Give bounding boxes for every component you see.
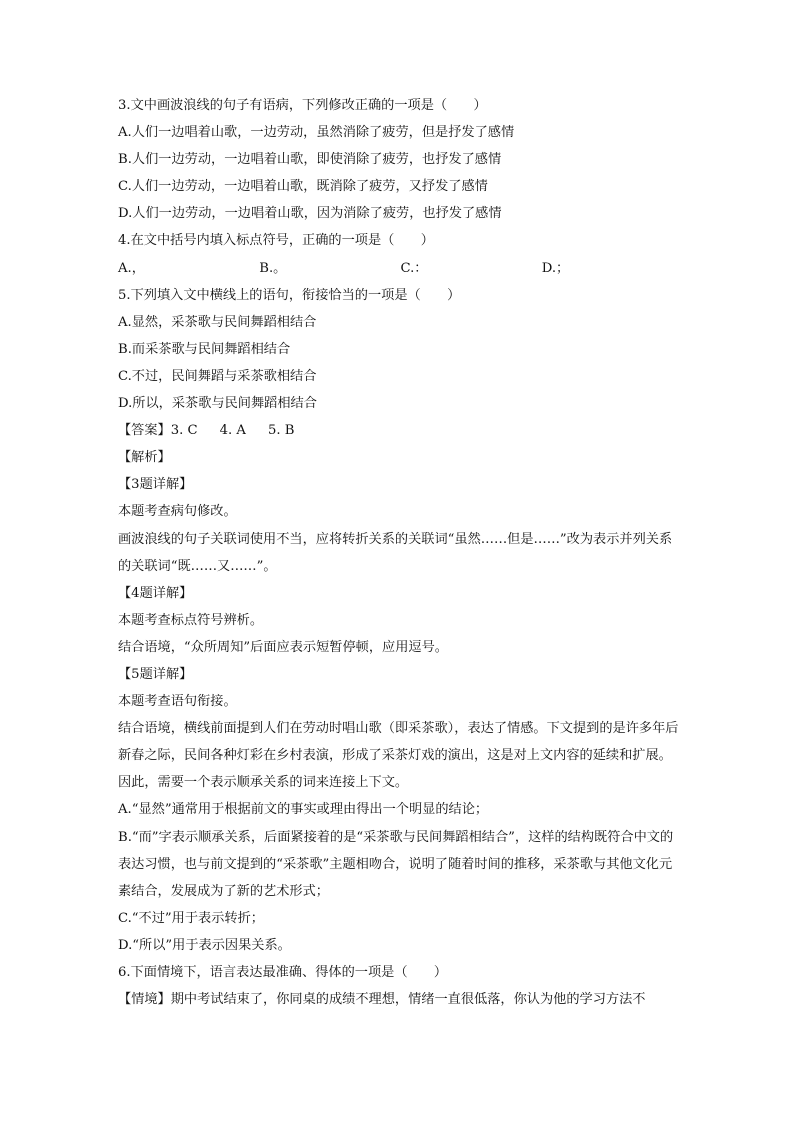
question-4-option-c: C.：	[400, 260, 428, 276]
answer-item: 5. B	[267, 423, 295, 439]
analysis-5-text: 结合语境，横线前面提到人们在劳动时唱山歌（即采茶歌），表达了情感。下文提到的是许多年后新春之际，民间各种灯彩在乡村表演，形成了采茶灯戏的演出，这是对上文内容的延续和扩展。因此，需要一个表示顺承关系的词来连接上下文。	[118, 721, 679, 791]
analysis-3-heading: 【3题详解】	[118, 477, 193, 493]
analysis-5-option-a: A.“显然”通常用于根据前文的事实或理由得出一个明显的结论；	[118, 802, 489, 818]
question-3-stem: 3.文中画波浪线的句子有语病，下列修改正确的一项是（ ）	[118, 98, 487, 113]
question-6-stem: 6.下面情境下，语言表达最准确、得体的一项是（ ）	[118, 965, 448, 980]
analysis-4-text: 本题考查标点符号辨析。	[118, 612, 264, 628]
answer-line	[118, 417, 683, 444]
question-3-option-a: A.人们一边唱着山歌，一边劳动，虽然消除了疲劳，但是抒发了感情	[118, 125, 515, 141]
question-3-option-d: D.人们一边劳动，一边唱着山歌，因为消除了疲劳，也抒发了感情	[118, 206, 502, 222]
answer-item: 3. C	[170, 423, 198, 439]
question-4-option-a: A.，	[118, 260, 145, 276]
question-5-option-a: A.显然，采茶歌与民间舞蹈相结合	[118, 314, 317, 330]
analysis-5-heading: 【5题详解】	[118, 666, 193, 682]
analysis-4-heading: 【4题详解】	[118, 585, 193, 601]
document-body	[118, 92, 683, 1013]
question-5-option-b: B.而采茶歌与民间舞蹈相结合	[118, 341, 291, 357]
question-4-option-b: B.。	[259, 260, 287, 276]
analysis-3-text: 画波浪线的句子关联词使用不当，应将转折关系的关联词“虽然……但是……”改为表示并列关系的关联词“既……又……”。	[118, 531, 673, 574]
question-3-option-c: C.人们一边劳动，一边唱着山歌，既消除了疲劳，又抒发了感情	[118, 179, 488, 195]
analysis-5-option-d: D.“所以”用于表示因果关系。	[118, 937, 291, 953]
analysis-4-text: 结合语境，“众所周知”后面应表示短暂停顿，应用逗号。	[118, 639, 448, 655]
question-5-stem: 5.下列填入文中横线上的语句，衔接恰当的一项是（ ）	[118, 287, 461, 303]
analysis-5-text: 本题考查语句衔接。	[118, 694, 237, 710]
question-3-option-b: B.人们一边劳动，一边唱着山歌，即使消除了疲劳，也抒发了感情	[118, 152, 502, 168]
analysis-5-option-b: B.“而”字表示顺承关系，后面紧接着的是“采茶歌与民间舞蹈相结合”，这样的结构既符合中文的表达习惯，也与前文提到的“采茶歌”主题相吻合，说明了随着时间的推移，采茶歌与其他文化元素结合，发展成为了新的艺术形式；	[118, 829, 674, 899]
answer-label: 【答案】	[118, 423, 171, 439]
analysis-5-option-c: C.“不过”用于表示转折；	[118, 910, 264, 926]
question-5-option-d: D.所以，采茶歌与民间舞蹈相结合	[118, 396, 317, 412]
question-4-options	[118, 255, 683, 282]
question-4-option-d: D.；	[541, 260, 570, 276]
question-5-option-c: C.不过，民间舞蹈与采茶歌相结合	[118, 368, 317, 384]
analysis-label: 【解析】	[118, 450, 171, 466]
answer-item: 4. A	[219, 423, 246, 439]
analysis-3-text: 本题考查病句修改。	[118, 504, 237, 520]
question-6-context: 【情境】期中考试结束了，你同桌的成绩不理想，情绪一直很低落，你认为他的学习方法不	[118, 992, 646, 1008]
question-4-stem: 4.在文中括号内填入标点符号，正确的一项是（ ）	[118, 233, 434, 249]
